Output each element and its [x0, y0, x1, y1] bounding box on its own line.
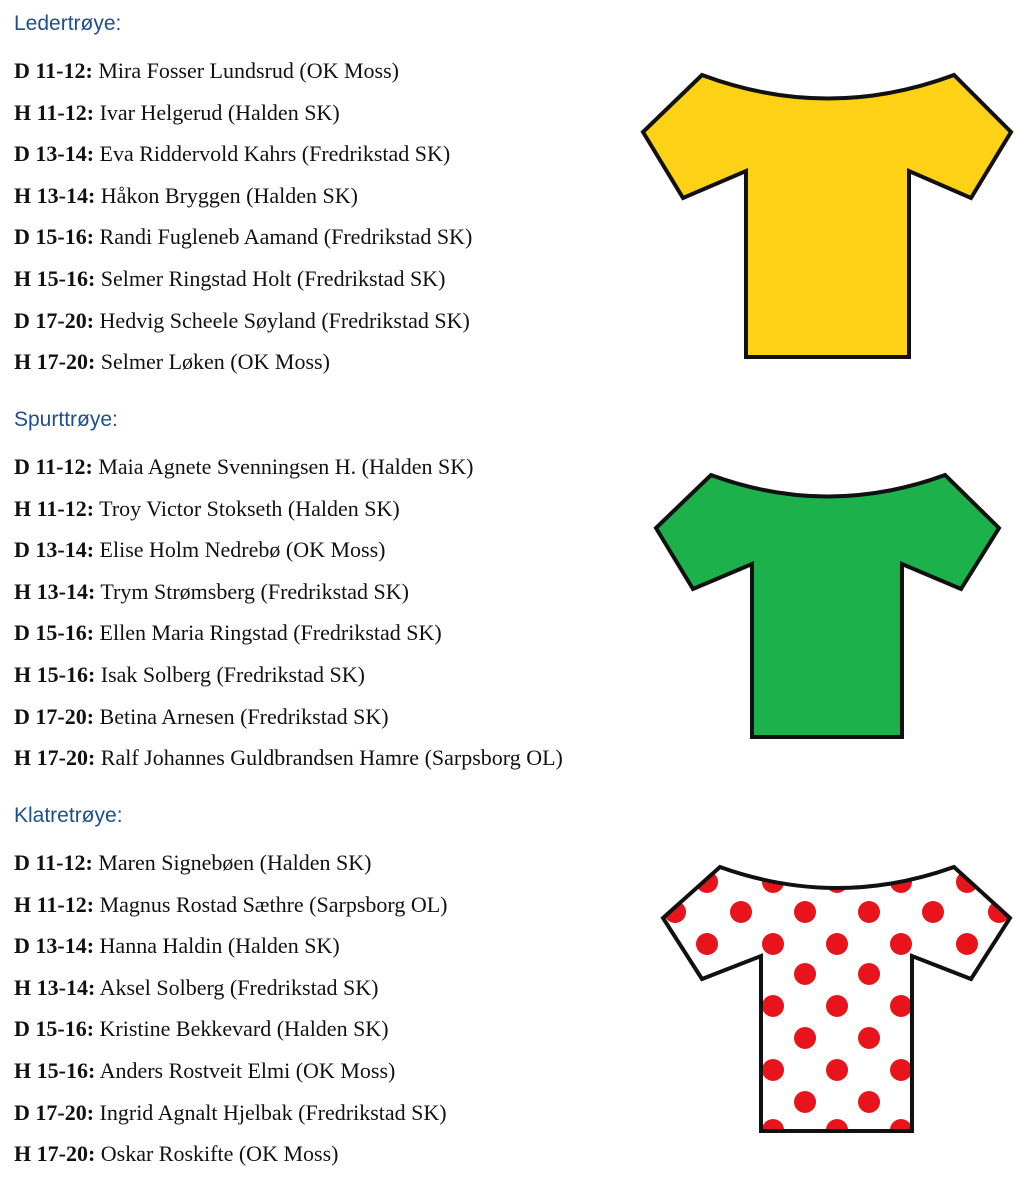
winner-list-ledertroye: [14, 50, 472, 383]
class-label: D 17-20:: [14, 1099, 95, 1125]
list-item: [14, 612, 563, 654]
list-item: [14, 1050, 447, 1092]
list-item: [14, 92, 472, 134]
winner-list-spurttroye: [14, 446, 563, 779]
winner-name: Selmer Løken (OK Moss): [100, 349, 330, 375]
class-label: H 13-14:: [14, 182, 96, 208]
winner-name: Ellen Maria Ringstad (Fredrikstad SK): [99, 620, 442, 646]
list-item: [14, 216, 472, 258]
class-label: H 17-20:: [14, 349, 96, 375]
class-label: H 15-16:: [14, 661, 96, 687]
list-item: [14, 175, 472, 217]
winner-name: Ingrid Agnalt Hjelbak (Fredrikstad SK): [99, 1099, 447, 1125]
list-item: [14, 529, 563, 571]
class-label: H 11-12:: [14, 891, 95, 917]
class-label: H 11-12:: [14, 495, 95, 521]
list-item: [14, 1133, 447, 1175]
winner-name: Trym Strømsberg (Fredrikstad SK): [100, 578, 409, 604]
class-label: H 17-20:: [14, 745, 96, 771]
class-label: D 13-14:: [14, 933, 95, 959]
winner-name: Anders Rostveit Elmi (OK Moss): [99, 1057, 396, 1083]
class-label: H 13-14:: [14, 578, 96, 604]
winner-list-klatretroye: [14, 842, 447, 1175]
winner-name: Betina Arnesen (Fredrikstad SK): [99, 703, 389, 729]
winner-name: Troy Victor Stokseth (Halden SK): [99, 495, 400, 521]
class-label: H 15-16:: [14, 1057, 96, 1083]
list-item: [14, 300, 472, 342]
section-heading-spurttroye: Spurttrøye:: [14, 408, 118, 431]
winner-name: Ivar Helgerud (Halden SK): [99, 99, 340, 125]
list-item: [14, 696, 563, 738]
class-label: H 13-14:: [14, 974, 96, 1000]
list-item: [14, 488, 563, 530]
winner-name: Isak Solberg (Fredrikstad SK): [100, 661, 365, 687]
winner-name: Maia Agnete Svenningsen H. (Halden SK): [98, 454, 474, 479]
list-item: [14, 1092, 447, 1134]
green-jersey-icon: [653, 472, 1003, 742]
class-label: H 17-20:: [14, 1141, 96, 1167]
winner-name: Maren Signebøen (Halden SK): [98, 850, 372, 875]
list-item: [14, 341, 472, 383]
list-item: [14, 446, 563, 488]
list-item: [14, 1008, 447, 1050]
class-label: D 15-16:: [14, 620, 95, 646]
list-item: [14, 50, 472, 92]
list-item: [14, 571, 563, 613]
class-label: D 17-20:: [14, 703, 95, 729]
class-label: D 13-14:: [14, 537, 95, 563]
yellow-jersey-icon: [640, 72, 1016, 362]
polka-dot-jersey-icon: [660, 864, 1014, 1136]
class-label: D 15-16:: [14, 1016, 95, 1042]
list-item: [14, 884, 447, 926]
list-item: [14, 258, 472, 300]
list-item: [14, 842, 447, 884]
winner-name: Håkon Bryggen (Halden SK): [100, 182, 358, 208]
list-item: [14, 967, 447, 1009]
winner-name: Selmer Ringstad Holt (Fredrikstad SK): [100, 265, 446, 291]
winner-name: Randi Fugleneb Aamand (Fredrikstad SK): [99, 224, 473, 250]
list-item: [14, 925, 447, 967]
list-item: [14, 133, 472, 175]
winner-name: Magnus Rostad Sæthre (Sarpsborg OL): [99, 891, 448, 917]
list-item: [14, 737, 563, 779]
list-item: [14, 654, 563, 696]
class-label: D 11-12:: [14, 850, 93, 875]
winner-name: Aksel Solberg (Fredrikstad SK): [99, 974, 379, 1000]
winner-name: Hedvig Scheele Søyland (Fredrikstad SK): [99, 307, 470, 333]
winner-name: Oskar Roskifte (OK Moss): [100, 1141, 339, 1167]
class-label: D 17-20:: [14, 307, 95, 333]
class-label: D 13-14:: [14, 141, 95, 167]
class-label: D 11-12:: [14, 58, 93, 83]
winner-name: Eva Riddervold Kahrs (Fredrikstad SK): [99, 141, 451, 167]
section-heading-klatretroye: Klatretrøye:: [14, 804, 123, 827]
class-label: D 15-16:: [14, 224, 95, 250]
class-label: H 15-16:: [14, 265, 96, 291]
winner-name: Kristine Bekkevard (Halden SK): [99, 1016, 389, 1042]
class-label: H 11-12:: [14, 99, 95, 125]
section-heading-ledertroye: Ledertrøye:: [14, 12, 122, 35]
winner-name: Ralf Johannes Guldbrandsen Hamre (Sarpsborg OL): [100, 745, 563, 771]
winner-name: Hanna Haldin (Halden SK): [99, 933, 340, 959]
class-label: D 11-12:: [14, 454, 93, 479]
winner-name: Elise Holm Nedrebø (OK Moss): [99, 537, 386, 563]
winner-name: Mira Fosser Lundsrud (OK Moss): [98, 58, 399, 83]
